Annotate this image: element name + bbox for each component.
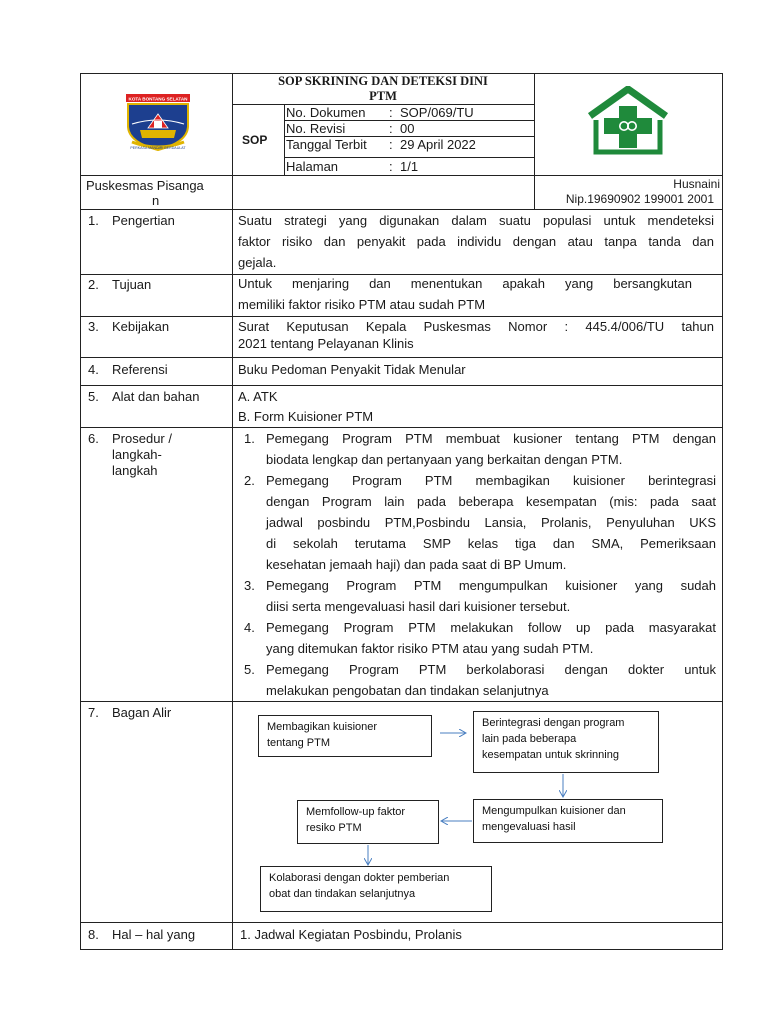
section-body-line: Buku Pedoman Penyakit Tidak Menular bbox=[238, 362, 466, 377]
step-line: diisi serta mengevaluasi hasil dari kuisioner tersebut. bbox=[266, 599, 571, 614]
section-label: Hal – hal yang bbox=[112, 927, 196, 942]
section-number: 3. bbox=[88, 319, 99, 334]
step-line: Pemegang Program PTM membuat kusioner tentang PTM dengan bbox=[266, 431, 716, 446]
doc-row-label: No. Dokumen bbox=[286, 105, 366, 120]
step-number: 3. bbox=[244, 578, 255, 593]
left-logo-text-top: KOTA BONTANG SELATAN bbox=[128, 96, 188, 102]
doc-row-sep: : bbox=[389, 105, 393, 120]
step-line: jadwal posbindu PTM,Posbindu Lansia, Prolanis, Penyuluhan UKS bbox=[266, 515, 716, 530]
head-nip: Nip.19690902 199001 2001 bbox=[565, 192, 714, 206]
doc-row-value: 1/1 bbox=[400, 159, 419, 174]
section-label: Alat dan bahan bbox=[112, 389, 200, 404]
box-line: tentang PTM bbox=[267, 737, 330, 749]
doc-row-label: Halaman bbox=[286, 159, 339, 174]
doc-row-label: No. Revisi bbox=[286, 121, 346, 136]
section-number: 6. bbox=[88, 431, 99, 446]
box-line: Mengumpulkan kuisioner dan bbox=[482, 805, 626, 817]
section-label: Prosedur / bbox=[112, 431, 172, 446]
left-logo-text-bottom: PERKASA MANDIRI BERDAULAT bbox=[130, 146, 186, 150]
box-line: kesempatan untuk skrinning bbox=[482, 749, 619, 761]
box-line: lain pada beberapa bbox=[482, 733, 577, 745]
section-number: 4. bbox=[88, 362, 99, 377]
doc-row-sep: : bbox=[389, 137, 393, 152]
sop-title-line2: PTM bbox=[369, 89, 397, 103]
section-number: 1. bbox=[88, 213, 99, 228]
head-name: Husnaini bbox=[673, 177, 720, 191]
doc-row-value: 29 April 2022 bbox=[400, 137, 476, 152]
step-number: 4. bbox=[244, 620, 255, 635]
sop-label: SOP bbox=[242, 133, 268, 147]
doc-row-value: 00 bbox=[400, 121, 415, 136]
body-line: Suatu strategi yang digunakan dalam suatu populasi untuk mendeteksi bbox=[238, 213, 714, 228]
section-label: Referensi bbox=[112, 362, 168, 377]
step-line: Pemegang Program PTM mengumpulkan kuisioner yang sudah bbox=[266, 578, 716, 593]
section-body-line: 1. Jadwal Kegiatan Posbindu, Prolanis bbox=[240, 927, 462, 942]
step-number: 5. bbox=[244, 662, 255, 677]
puskesmas-name-line2: n bbox=[152, 193, 160, 208]
doc-row-label: Tanggal Terbit bbox=[286, 137, 367, 152]
section-label: langkah bbox=[112, 463, 158, 478]
sop-title-line1: SOP SKRINING DAN DETEKSI DINI bbox=[278, 74, 488, 88]
step-line: dengan Program lain pada beberapa kesempatan (mis: pada saat bbox=[266, 494, 716, 509]
puskesmas-name-line1: Puskesmas Pisanga bbox=[86, 178, 204, 193]
section-number: 7. bbox=[88, 705, 99, 720]
body-line: memiliki faktor risiko PTM atau sudah PTM bbox=[238, 297, 486, 312]
step-line: kesehatan jemaah haji) dan pada saat di BP Umum. bbox=[266, 557, 567, 572]
section-number: 5. bbox=[88, 389, 99, 404]
box-line: obat dan tindakan selanjutnya bbox=[269, 888, 416, 900]
section-label: Tujuan bbox=[112, 277, 152, 292]
step-number: 2. bbox=[244, 473, 255, 488]
step-number: 1. bbox=[244, 431, 255, 446]
step-line: di sekolah terutama SMP kelas tiga dan SMA, Pemeriksaan bbox=[266, 536, 716, 551]
section-number: 2. bbox=[88, 277, 99, 292]
body-line: Surat Keputusan Kepala Puskesmas Nomor : 445.4/006/TU tahun bbox=[238, 319, 714, 334]
box-line: mengevaluasi hasil bbox=[482, 821, 576, 833]
step-line: Pemegang Program PTM membagikan kuisioner berintegrasi bbox=[266, 473, 716, 488]
box-line: resiko PTM bbox=[306, 822, 362, 834]
section-label: Kebijakan bbox=[112, 319, 170, 334]
step-line: yang ditemukan faktor risiko PTM atau yang sudah PTM. bbox=[266, 641, 594, 656]
section-label: Bagan Alir bbox=[112, 705, 172, 720]
box-line: Berintegrasi dengan program bbox=[482, 717, 625, 729]
section-body-line: B. Form Kuisioner PTM bbox=[238, 409, 374, 424]
step-line: biodata lengkap dan pertanyaan yang berkaitan dengan PTM. bbox=[266, 452, 623, 467]
step-line: Pemegang Program PTM berkolaborasi dengan dokter untuk bbox=[266, 662, 716, 677]
section-number: 8. bbox=[88, 927, 99, 942]
body-line: gejala. bbox=[238, 255, 277, 270]
step-line: melakukan pengobatan dan tindakan selanjutnya bbox=[266, 683, 549, 698]
doc-row-value: SOP/069/TU bbox=[400, 105, 474, 120]
section-label: Pengertian bbox=[112, 213, 175, 228]
section-body-line: A. ATK bbox=[238, 389, 278, 404]
box-line: Kolaborasi dengan dokter pemberian bbox=[269, 872, 450, 884]
box-line: Memfollow-up faktor bbox=[306, 806, 406, 818]
section-label: langkah- bbox=[112, 447, 162, 462]
step-line: Pemegang Program PTM melakukan follow up pada masyarakat bbox=[266, 620, 716, 635]
body-line: Untuk menjaring dan menentukan apakah yang bersangkutan bbox=[238, 276, 692, 291]
body-line: faktor risiko dan penyakit pada individu dengan atau tanpa tanda dan bbox=[238, 234, 714, 249]
box-line: Membagikan kuisioner bbox=[267, 721, 378, 733]
doc-row-sep: : bbox=[389, 159, 393, 174]
doc-row-sep: : bbox=[389, 121, 393, 136]
body-line: 2021 tentang Pelayanan Klinis bbox=[238, 336, 414, 351]
